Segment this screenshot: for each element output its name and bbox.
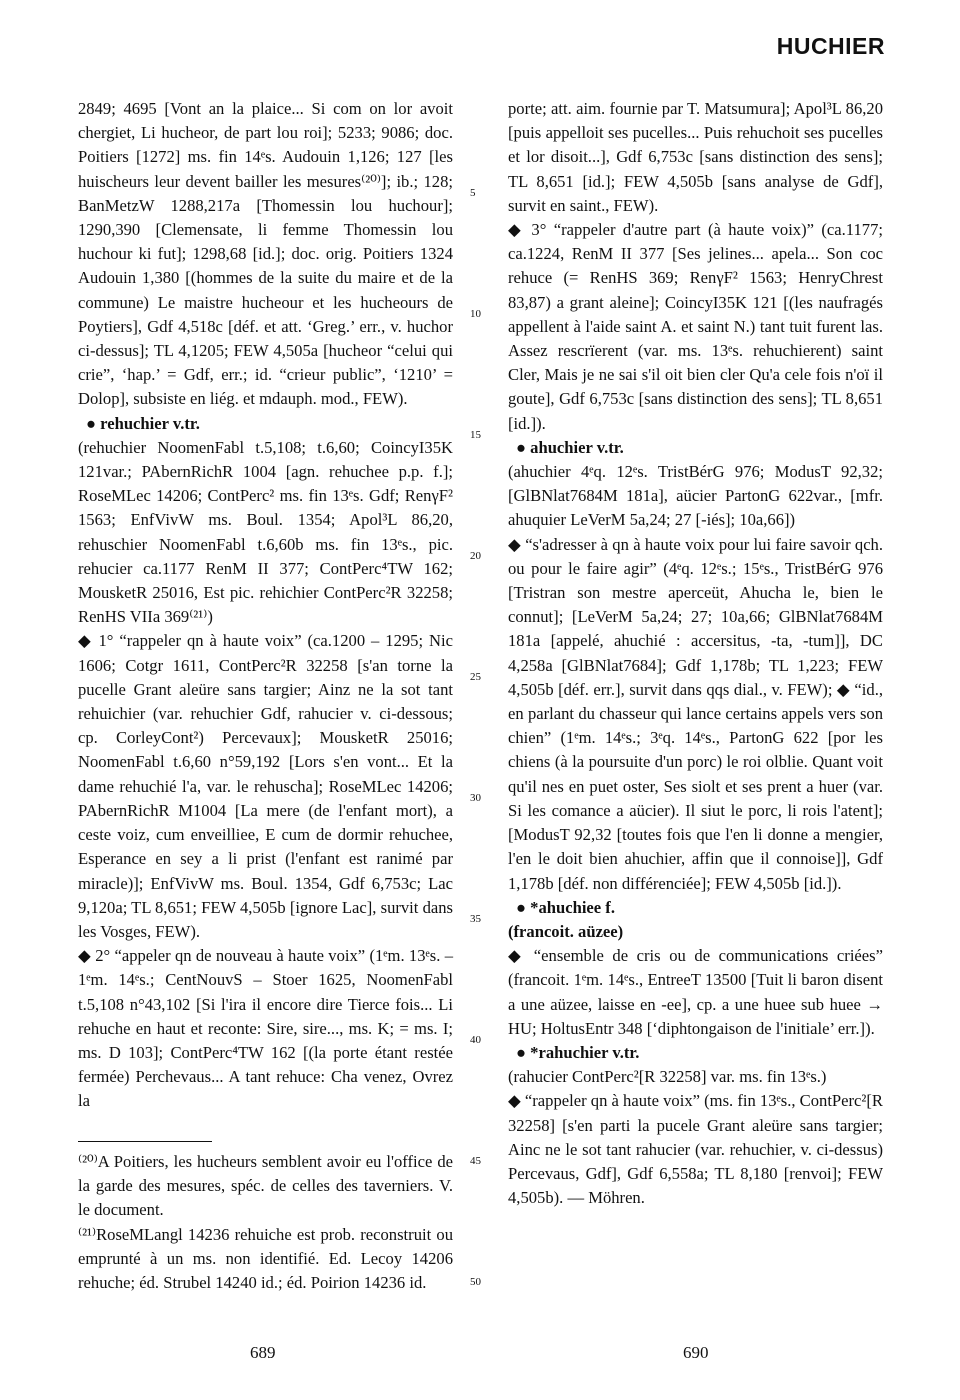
entry-headword: ● *ahuchiee f. xyxy=(516,897,615,917)
sense-paragraph: ◆ “ensemble de cris ou de communications criées” (francoit. 1ᵉm. 14ᵉs., EntreeT 13500 [Tuit li baron disent a une aüzee, laisse en -ee], cp. a une huee sub huee → HU; HoltusEntr 348 [‘diphtongaison de l'initiale’ err.]). xyxy=(508,946,883,1038)
running-head: HUCHIER xyxy=(776,33,885,59)
page-number-left: 689 xyxy=(250,1343,276,1362)
line-number: 45 xyxy=(470,1155,481,1167)
line-number: 25 xyxy=(470,671,481,683)
footnotes xyxy=(78,1150,453,1295)
line-number: 20 xyxy=(470,550,481,562)
sense-paragraph: ◆ 3° “rappeler d'autre part (à haute voix)” (ca.1177; ca.1224, RenM II 377 [Ses jelines... apela... Son coc rehuce (= RenHS 369; RenγF² 1563; HenryChrest 83,87) a grant aleine]; CoincyI35K 121 [(les naufragés appellent à l'aide saint A. et saint N.) tant tuit furent las. Assez rescrïerent (var. ms. 13ᵉs. rehuchierent) saint Cler, Mais je ne sai s'il oit bien cler Qu'a cele fois n'oï il goute], Gdf 6,753c [sans distinction des sens]; TL 8,651 [id.]). xyxy=(508,220,883,433)
page-number-right: 690 xyxy=(683,1343,709,1362)
line-number: 5 xyxy=(470,187,476,199)
entry-paragraph: (francoit. aüzee) xyxy=(508,921,624,941)
entry-paragraph: (rehuchier NoomenFabl t.5,108; t.6,60; CoincyI35K 121var.; PAbernRichR 1004 [agn. rehuchee p.p. f.]; RoseMLec 14206; ContPerc² ms. fin 13ᵉs. Gdf; RenγF² 1563; EnfVivW ms. Boul. 1354; Apol³L 86,20, rehuschier NoomenFabl t.6,60b ms. fin 13ᵉs., pic. rehucier ca.1177 RenM II 377; ContPerc⁴TW 162; MousketR 25016, Est pic. rehichier ContPerc²R 32258; RenHS VIIa 369⁽²¹⁾) xyxy=(78,437,453,627)
right-column xyxy=(508,97,883,1210)
footnote-rule xyxy=(78,1141,212,1142)
entry-paragraph: (rahucier ContPerc²[R 32258] var. ms. fin 13ᵉs.) xyxy=(508,1067,827,1087)
line-number: 40 xyxy=(470,1034,481,1046)
sense-paragraph: ◆ “s'adresser à qn à haute voix pour lui faire savoir qch. ou pour le faire agir” (4ᵉq. 12ᵉs.; 15ᵉs., TristBérG 976 [Tristran son mestre aperceüt, Ahucha le, bien le connut]; [LeVerM 5a,24; 27; 10a,66; GlBNlat7684M 181a [appelé, ahuchié : accersitus, -ta, -tum]], DC 4,258a [GlBNlat7684]; Gdf 1,178b; TL 1,223; FEW 4,505b [déf. err.], survit dans qqs dial., v. FEW); ◆ “id., en parlant du chasseur qui lance certains appels vers son chien” (1ᵉm. 14ᵉs.; 3ᵉq. 14ᵉs., PartonG 622 [por les chiens (à la poursuite d'un porc) le roi olblie. Quant voit qu'il nes en puet oster, Ses siolt et ses prent a huer (var. Si les comance a aücier). Il siut le porc, li rois l'atent]; [ModusT 92,32 [toutes fois que l'en li donne a mengier, l'en le doit bien ahuchier, affin que il connoise]], Gdf 1,178b [déf. non différenciée]; FEW 4,505b [id.]). xyxy=(508,534,883,893)
entry-headword: ● ahuchier v.tr. xyxy=(516,437,624,457)
entry-paragraph: (ahuchier 4ᵉq. 12ᵉs. TristBérG 976; ModusT 92,32; [GlBNlat7684M 181a], aücier PartonG 622var., [mfr. ahuquier LeVerM 5a,24; 27 [-iés]; 10a,66]) xyxy=(508,462,883,530)
line-number: 30 xyxy=(470,792,481,804)
entry-headword: ● *rahuchier v.tr. xyxy=(516,1042,640,1062)
sense-paragraph: ◆ 1° “rappeler qn à haute voix” (ca.1200 – 1295; Nic 1606; Cotgr 1611, ContPerc²R 32258 [s'an torne la pucelle Grant aleüre sans targier; Ainz ne la sot tant rehuichier (var. rehuchier Gdf, rahucier v. ci-dessous; cp. CorleyCont²) Percevaux]; MousketR 25016; NoomenFabl t.6,60 n°59,192 [Lors s'en vont... Et la dame rehuchié l'a, var. le rehuscha]; RoseMLec 14206; PAbernRichR M1004 [La mere (de l'enfant mort), a ceste voiz, cum enveilliee, E cum de dormir rehuchee, Esperance en sey a li prist (l'enfant est ranimé par miracle)]; EnfVivW ms. Boul. 1354, Gdf 6,753c; Lac 9,120a; TL 8,651; FEW 4,505b [ignore Lac], survit dans les Vosges, FEW). xyxy=(78,631,453,941)
entry-paragraph: porte; att. aim. fournie par T. Matsumura]; Apol³L 86,20 [puis appelloit ses pucelles... Puis rehuchoit ses pucelles et lor disoit...], Gdf 6,753c [sans distinction des sens]; TL 8,651 [id.]; FEW 4,505b [sans analyse de Gdf], survit en saint., FEW). xyxy=(508,99,883,215)
footnote: ⁽²⁰⁾A Poitiers, les hucheurs semblent avoir eu l'office de la garde des mesures, spéc. de celles des taverniers. V. le document. xyxy=(78,1152,453,1220)
left-column xyxy=(78,97,453,1114)
sense-paragraph: ◆ 2° “appeler qn de nouveau à haute voix” (1ᵉm. 13ᵉs. – 1ᵉm. 14ᵉs.; CentNouvS – Stoer 1625, NoomenFabl t.5,108 n°43,102 [Si l'ira il encore dire Tierce fois... Li rehuche en haut et reconte: Sire, sire..., ms. K; = ms. I; ms. D 103]; ContPerc⁴TW 162 [(la porte étant restée fermée) Perchevaus... A tant rehuce: Cha venez, Ovrez la xyxy=(78,946,453,1111)
sense-paragraph: ◆ “rappeler qn à haute voix” (ms. fin 13ᵉs., ContPerc²[R 32258] [s'en parti la pucele Grant aleüre sans targier; Ainc ne le sot tant rahucier (var. rehuchier, v. ci-dessus) Percevaus, Gdf], Gdf 6,558a; TL 8,180 [renvoi]; FEW 4,505b). — Möhren. xyxy=(508,1091,883,1208)
line-number: 15 xyxy=(470,429,481,441)
line-number: 35 xyxy=(470,913,481,925)
line-number: 50 xyxy=(470,1276,481,1288)
entry-paragraph: 2849; 4695 [Vont an la plaice... Si com on lor avoit chergiet, Li hucheor, de part lou roi]; 5233; 9086; doc. Poitiers [1272] ms. fin 14ᵉs. Audouin 1,126; 127 [les huischeurs leur devent bailler les mesures⁽²⁰⁾]; ib.; 128; BanMetzW 1288,217a [Thomessin lou huchour]; 1290,390 [Clemensate, li femme Thomessin lou huchour ki fut]; 1298,68 [id.]; doc. orig. Poitiers 1324 Audouin 1,380 [(hommes de la suite du maire et de la commune) Le maistre hucheour et les hucheours de Poytiers], Gdf 4,518c [déf. et att. ‘Greg.’ err., v. huchor ci-dessus]; TL 4,1205; FEW 4,505a [hucheor “celui qui crie”, ‘hap.’ = Gdf, err.; id. “crieur public”, ‘1210’ = Dolop], subsiste en liég. et mdauph. mod., FEW). xyxy=(78,99,453,409)
entry-headword: ● rehuchier v.tr. xyxy=(86,413,200,433)
line-number: 10 xyxy=(470,308,481,320)
footnote: ⁽²¹⁾RoseMLangl 14236 rehuiche est prob. reconstruit ou emprunté à un ms. non identifié. Ed. Lecoy 14206 rehuche; éd. Strubel 14240 id.; éd. Poirion 14236 id. xyxy=(78,1224,453,1293)
